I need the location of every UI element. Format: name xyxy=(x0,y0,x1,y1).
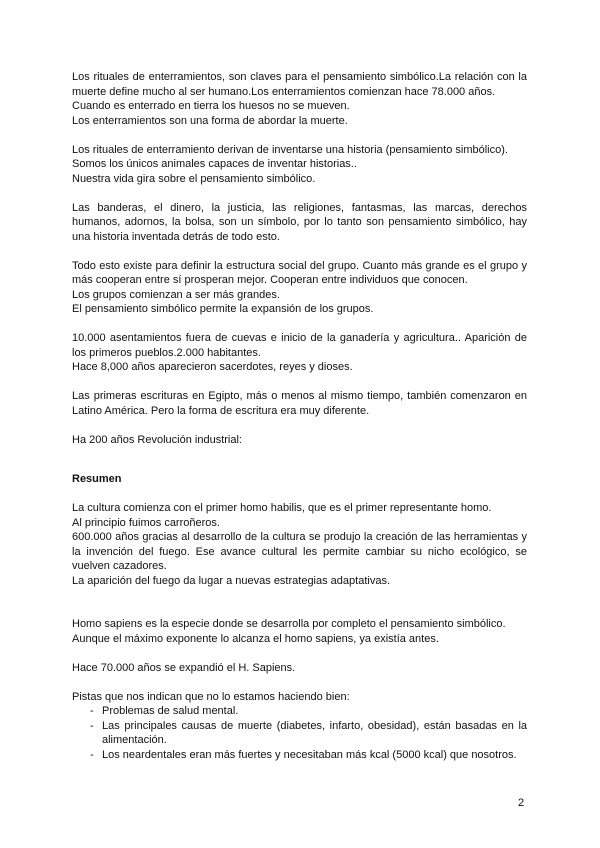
paragraph-text: Las primeras escrituras en Egipto, más o menos al mismo tiempo, también comenzaron en Latino América. Pero la forma de escritura era muy diferente. xyxy=(72,390,527,417)
paragraph-line: La cultura comienza con el primer homo habilis, que es el primer representante homo. xyxy=(72,502,492,514)
paragraph-expansion xyxy=(72,661,527,676)
clues-section xyxy=(72,690,527,763)
paragraph-line: Los grupos comienzan a ser más grandes. xyxy=(72,288,280,301)
list-item: - Los neardentales eran más fuertes y necesitaban más kcal (5000 kcal) que nosotros. xyxy=(72,748,527,763)
page-content xyxy=(72,70,527,762)
paragraph-symbols xyxy=(72,201,527,245)
paragraph-line: Somos los únicos animales capaces de inventar historias.. xyxy=(72,158,357,170)
paragraph-line: Hace 70.000 años se expandió el H. Sapiens. xyxy=(72,661,296,674)
paragraph-text: 600.000 años gracias al desarrollo de la cultura se produjo la creación de las herramientas y la invención del fuego. Ese avance cultural les permite cambiar su nicho ecológico, se vuelven cazadores. xyxy=(72,531,527,572)
paragraph-line: Homo sapiens es la especie donde se desarrolla por completo el pensamiento simbólico. xyxy=(72,618,506,630)
paragraph-line: La aparición del fuego da lugar a nuevas estrategias adaptativas. xyxy=(72,574,390,587)
paragraph-text: Todo esto existe para definir la estructura social del grupo. Cuanto más grande es el grupo y más cooperan entre sí prosperan mejor. Cooperan entre individuos que conocen. xyxy=(72,259,527,286)
paragraph-line: Aunque el máximo exponente lo alcanza el homo sapiens, ya existía antes. xyxy=(72,632,439,645)
paragraph-text: Las banderas, el dinero, la justicia, las religiones, fantasmas, las marcas, derechos humanos, adornos, la bolsa, son un símbolo, por lo tanto son pensamiento simbólico, hay una historia inventada detrás de todo esto. xyxy=(72,201,527,243)
paragraph-line: Cuando es enterrado en tierra los huesos no se mueven. xyxy=(72,100,350,112)
paragraph-industrial xyxy=(72,433,527,448)
page-number: 2 xyxy=(518,797,525,809)
paragraph-writing xyxy=(72,389,527,418)
list-intro: Pistas que nos indican que no lo estamos haciendo bien: xyxy=(72,690,350,703)
paragraph-settlements xyxy=(72,331,527,375)
paragraph-line: Al principio fuimos carroñeros. xyxy=(72,516,220,529)
paragraph-text: 10.000 asentamientos fuera de cuevas e inicio de la ganadería y agricultura.. Aparición de los primeros pueblos.2.000 habitantes. xyxy=(72,332,527,359)
paragraph-line: Ha 200 años Revolución industrial: xyxy=(72,433,242,446)
paragraph-rituals xyxy=(72,143,527,187)
paragraph-line: Los rituales de enterramiento derivan de inventarse una historia (pensamiento simbólico). xyxy=(72,143,508,156)
paragraph-homo-sapiens xyxy=(72,617,527,646)
paragraph-line: Hace 8,000 años aparecieron sacerdotes, reyes y dioses. xyxy=(72,361,353,373)
paragraph-line: Los enterramientos son una forma de abordar la muerte. xyxy=(72,114,348,127)
list-item: - Problemas de salud mental. xyxy=(72,704,527,719)
list-item: - Las principales causas de muerte (diabetes, infarto, obesidad), están basadas en la alimentación. xyxy=(72,719,527,748)
paragraph-line: Nuestra vida gira sobre el pensamiento simbólico. xyxy=(72,172,316,185)
summary-paragraph-culture xyxy=(72,501,527,588)
paragraph-text: Los rituales de enterramientos, son claves para el pensamiento simbólico.La relación con la muerte define mucho al ser humano.Los enterramientos comienzan hace 78.000 años. xyxy=(72,71,527,98)
paragraph-burials xyxy=(72,70,527,128)
paragraph-social-structure xyxy=(72,259,527,317)
clues-list xyxy=(72,704,527,762)
paragraph-line: El pensamiento simbólico permite la expansión de los grupos. xyxy=(72,303,374,315)
section-heading-resumen: Resumen xyxy=(72,473,122,485)
